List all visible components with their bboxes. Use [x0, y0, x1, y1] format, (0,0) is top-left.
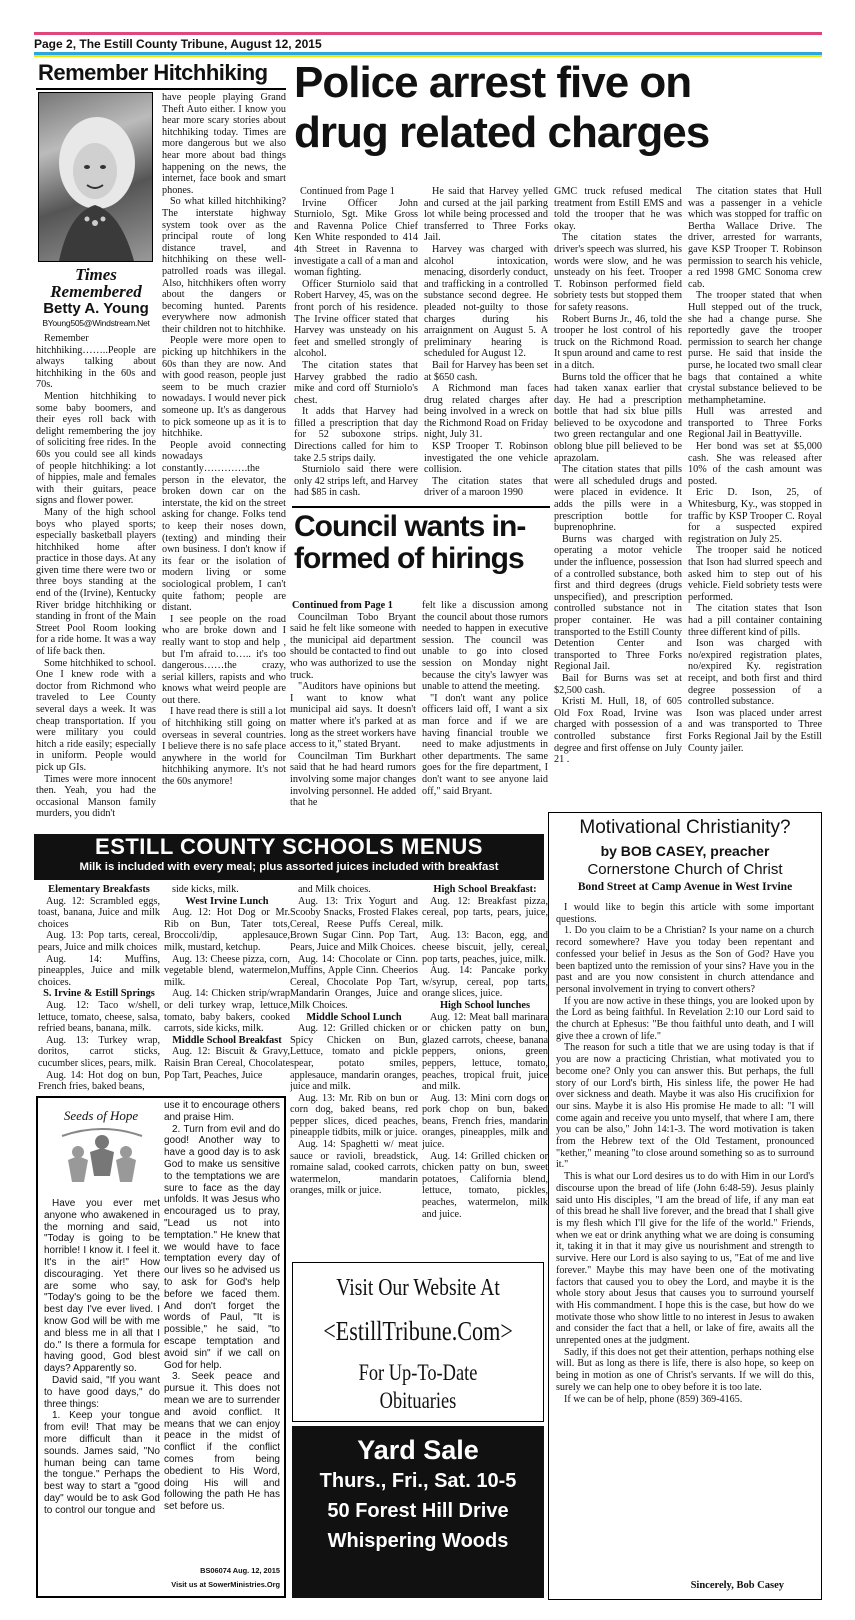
menu-item: Aug. 12: Meat ball marinara or chicken patty on bun, glazed carrots, cheese, banana peppers, onions, green peppers, lettuce, tomato, peaches, tropical fruit, juice and milk.: [422, 1011, 548, 1093]
seeds-col-2: [164, 1100, 280, 1562]
menu-col-4: [422, 884, 548, 1254]
police-col-2: [424, 186, 548, 502]
para: Harvey was charged with alcohol intoxication, menacing, disorderly conduct, and trafficking in a controlled substance second degree. He pleaded not-guilty to those charges during his arraignment on August 5. A preliminary hearing is scheduled for August 12.: [424, 243, 548, 360]
motiv-location: Bond Street at Camp Avenue in West Irvine: [577, 881, 793, 893]
folio-rule-yellow: [34, 55, 822, 57]
brand-times: Times: [75, 265, 117, 284]
motiv-church: Cornerstone Church of Christ: [587, 861, 783, 878]
menu-heading: High School Breakfast:: [433, 884, 537, 895]
para: GMC truck refused medical treatment from Estill EMS and told the trooper that he was okay.: [554, 186, 682, 232]
police-headline-1: Police arrest five on: [294, 58, 692, 107]
column-text-left: [36, 333, 156, 881]
para: People were more open to picking up hitchhikers in the 60s than they are now. And with good reason, people just seem to be much crazier nowadays. I would never pick someone up. It's as dangerous to pick someone up as it is to hitchhike.: [162, 335, 286, 440]
yardsale-line-1: Yard Sale: [357, 1435, 479, 1465]
para: If you are now active in these things, you are looked upon by the Lord as being faithful. In Revelation 2:10 our Lord said to the church at Ephesus: "Be thou faithful unto death, and I will give thee a crown of life.": [556, 995, 814, 1042]
menu-item: Aug. 13: Cheese pizza, corn, vegetable blend, watermelon, milk.: [164, 953, 290, 988]
motiv-signoff: Sincerely, Bob Casey: [690, 1580, 784, 1591]
menus-title: ESTILL COUNTY SCHOOLS MENUS: [95, 834, 483, 859]
para: felt like a discussion among the council about those rumors needed to happen in executive session. The council was unable to go into closed session on Monday night because the city's lawyer was unable to attend the meeting.: [422, 600, 548, 693]
menu-item: Aug. 12: Grilled chicken or Spicy Chicken on Bun, Lettuce, tomato and pickle spear, potato smiles, applesauce, mandarin oranges, juice and milk.: [290, 1023, 418, 1093]
menus-banner: [34, 834, 544, 880]
menu-item: Aug. 14: Hot dog on bun, French fries, baked beans,: [38, 1069, 160, 1092]
para: Robert Burns Jr., 46, told the trooper he lost control of his truck on the Richmond Road. It spun around and came to rest in a ditch.: [554, 313, 682, 371]
para: The reason for such a title that we are using today is that if you are now a practicing Christian, what motivated you to become one? Only you can answer this. But perhaps, the full story of our Lord's birth, His sinless life, the power He had over sickness and death. Maybe it was also His crucifixion for our sins. Maybe it is also His promise He made to all: "I will come again and receive you unto myself, that where I am, there you can be also," John 14:1-3. The word motivation is taken from the Hebrew text of the Old Testament, pronounced "kether," meaning "to close around something so as to surround it.": [556, 1042, 814, 1171]
para: The citation states that Harvey grabbed the radio mike and cord off Sturniolo's chest.: [294, 359, 418, 406]
website-line-1: Visit Our Website At: [336, 1275, 500, 1301]
motiv-text: [556, 902, 814, 1578]
council-headline-2: formed of hirings: [294, 542, 524, 575]
para: I have read there is still a lot of hitchhiking still going on overseas in several countries. I believe there is no safe place anywhere in the world for hitchhiking anymore. It's not the 60s anymore!: [162, 706, 286, 788]
yardsale-line-4: Whispering Woods: [327, 1530, 509, 1552]
para: Hull was arrested and transported to Three Forks Regional Jail in Beattyville.: [688, 406, 822, 441]
menu-item: Aug. 14: Chocolate or Cinn. Muffins, Apple Cinn. Cheerios Cereal, Chocolate Pop Tart, Mandarin Oranges, Juice and Milk Choices.: [290, 953, 418, 1011]
seeds-visit: Visit us at SowerMinistries.Org: [171, 1580, 280, 1589]
para: If we can be of help, phone (859) 369-4165.: [564, 1393, 743, 1405]
para: Some hitchhiked to school. One I knew rode with a doctor from Richmond who traveled to Lee County several days a week. It was cheap transportation. If you were military you could hitch a ride easily; especially in uniform. People would pick up GIs.: [36, 657, 156, 773]
website-line-2[interactable]: <EstillTribune.Com>: [323, 1316, 513, 1346]
para: Irvine Officer John Sturniolo, Sgt. Mike Gross and Ravenna Police Chief Ken White responded to 414 4th Street in Ravenna to investigate a call of a man and woman fighting.: [294, 197, 418, 279]
menu-heading: S. Irvine & Estill Springs: [43, 988, 155, 1000]
menu-item: Aug. 14: Spaghetti w/ meat sauce or ravioli, breadstick, romaine salad, cooked carrots, watermelon, mandarin oranges, milk or juice.: [290, 1139, 418, 1197]
menu-heading: High School lunches: [439, 999, 531, 1011]
para: The trooper stated that when Hull stepped out of the truck, she had a change purse. She reportedly gave the trooper permission to search her change purse. He said that inside the purse, he located two small clear bags that contained a white crystal substance believed to be methamphetamine.: [688, 290, 822, 406]
menu-heading: West Irvine Lunch: [185, 895, 269, 907]
menus-subtitle: Milk is included with every meal; plus assorted juices included with breakfast: [79, 861, 499, 873]
para: Councilman Tobo Bryant said he felt like someone with the municipal aid department should be contacted to find out who was authorized to use the truck.: [290, 611, 416, 681]
para: 3. Seek peace and pursue it. This does not mean we are to surrender and avoid conflict. It means that we can enjoy peace in the midst of conflict if the conflict comes from being obedient to His Word, doing His will and following the path He has set before us.: [164, 1371, 280, 1513]
para: Eric D. Ison, 25, of Whitesburg, Ky., was stopped in traffic by KSP Trooper C. Royal for a suspected expired registration on July 25.: [688, 487, 822, 545]
para: Ison was placed under arrest and was transported to Three Forks Regional Jail by the Estill County jailer.: [688, 707, 822, 754]
para: 1. Keep your tongue from evil! That may be more difficult than it sounds. James said, "No human being can tame the tongue." Perhaps the best way to start a "good day" would be to ask God to control our tongue and: [44, 1410, 160, 1516]
para: Her bond was set at $5,000 cash. She was released after 10% of the cash amount was posted.: [688, 441, 822, 487]
para: This is what our Lord desires us to do with Him in our Lord's discourse upon the bread of life (John 6:48-59). Jesus plainly said unto His disciples, "I am the bread of life, if any man eat of this bread he shall live forever, and the bread that I shall give is my flesh which I'll give for the life of the world." Friends, when we eat or drink anything what we are doing is consuming it, taking it in that it may give us nourishment and strength to survive. Here our Lord is also saying to us, "Eat of me and live forever." Maybe this may have been one of the motivating factors that caused you to obey the Lord, and maybe it is the whole story about Jesus that causes you to surround yourself with His commandment. I hope this is the case, but how do we motivate those who show little to no interest in Jesus to awaken and consider the fact that a hell, or lake of fire, awaits all the unrepented ones at the judgment.: [556, 1171, 814, 1347]
para: Kristi M. Hull, 18, of 605 Old Fox Road, Irvine was charged with possession of a controlled substance first degree and first offense on July 21 .: [554, 696, 682, 766]
website-ad: [292, 1262, 544, 1422]
para: Ison was charged with no/expired registration plates, no/expired Ky. registration receipt, and both first and third degree possession of a controlled substance.: [688, 638, 822, 708]
column-title: Remember Hitchhiking: [38, 60, 268, 85]
menu-item: Aug. 14: Pancake porky w/syrup, cereal, pop tarts, orange slices, juice.: [422, 965, 548, 1000]
para: Many of the high school boys who played sports; especially basketball players hitchhiked home after practice in those days. At any given time there were two or three boys standing at the end of the (Irvine), Kentucky River bridge hitchhiking or standing in front of the Main Street Pool Room looking for a ride home. It was a way of life back then.: [36, 506, 156, 658]
brand-remembered: Remembered: [50, 282, 142, 301]
menu-item: Aug. 13: Pop tarts, cereal, pears, Juice and milk choices: [38, 930, 160, 953]
menu-item: Aug. 13: Mr. Rib on bun or corn dog, baked beans, red pepper slices, diced peaches, pineapple tidbits, milk or juice.: [290, 1092, 418, 1139]
para: A Richmond man faces drug related charges after being involved in a wreck on the Richmond Road on Friday night, July 31.: [424, 383, 548, 441]
para: Bail for Harvey has been set at $650 cash.: [424, 359, 548, 383]
menu-item: and Milk choices.: [298, 884, 371, 895]
para: Sturniolo said there were only 42 strips left, and Harvey had $85 in cash.: [294, 464, 418, 499]
menu-col-3: [290, 884, 418, 1254]
para: 2. Turn from evil and do good! Another way to have a good day is to ask God to make us sensitive to the temptations we are sure to face as the day unfolds. It was Jesus who encouraged us to pray, "Lead us not into temptation." He knew that we would have to face temptation every day of our lives so he advised us to ask for God's help before we faced them. And don't forget the words of Paul, "It is possible," he said, "to escape temptation and avoid sin" if we call on God for help.: [164, 1123, 280, 1371]
para: He said that Harvey yelled and cursed at the jail parking lot while being processed and transferred to Three Forks Jail.: [424, 186, 548, 244]
para: People avoid connecting nowadays constantly………….the person in the elevator, the broken down car on the interstate, the kid on the street asking for change. Folks tend to keep their noses down, (texting) and minding their own business. I don't know if its fear or the isolation of modern living or some sociological problem, I can't quite fathom; people are distant.: [162, 439, 286, 614]
para: The citation states that Ison had a pill container containing three different kind of pills.: [688, 603, 822, 638]
para: So what killed hitchhiking? The interstate highway system took over as the principal route of long distance travel, and hitchhiking on these well-patrolled roads was illegal. Also, hitchhikers often worry about the dangers or becoming hunted. Parents everywhere now admonish their children not to hitchhike.: [162, 196, 286, 335]
seeds-logo-icon: [54, 1126, 150, 1192]
para: "I don't want any police officers laid off, I want a six man force and if we are having financial trouble we need to make adjustments in other departments. The same goes for the fire department, I don't want to see anyone laid off," said Bryant.: [422, 692, 548, 797]
para: Councilman Tim Burkhart said that he had heard rumors involving some major changes involving personnel. He added that he: [290, 750, 416, 809]
menu-item: Aug. 12: Taco w/shell, lettuce, tomato, cheese, salsa, refried beans, banana, milk.: [38, 999, 160, 1035]
portrait-icon: [39, 93, 152, 261]
police-col-3: [554, 186, 682, 878]
author-name: Betty A. Young: [43, 300, 149, 317]
police-col-4: [688, 186, 822, 878]
council-headline-1: Council wants in-: [294, 510, 526, 543]
para: 1. Do you claim to be a Christian? Is your name on a church record somewhere? Have you today been repentant and confessed your belief in Jesus as the Son of God? Have you been baptized unto the remission of your sins? Have you in the past and are you now consistent in church attendance and personal involvement in trying to convert others?: [556, 925, 814, 995]
menu-col-1: [38, 884, 160, 1092]
menu-item: Aug. 13: Trix Yogurt and Scooby Snacks, Frosted Flakes Cereal, Reese Puffs Cereal, Brown Sugar Cinn. Pop Tart, Pears, Juice and Milk Choices.: [290, 895, 418, 953]
para: The trooper said he noticed that Ison had slurred speech and asked him to step out of his vehicle. Field sobriety tests were performed.: [688, 545, 822, 603]
menu-heading: Elementary Breakfasts: [48, 884, 150, 895]
para: David said, "If you want to have good days," do three things:: [44, 1374, 160, 1410]
yardsale-ad: [292, 1426, 544, 1598]
para: have people playing Grand Theft Auto either. I know you hear more scary stories about hitchhiking today. Times are more dangerous but we also hear more about bad things happening on the news, the internet, face book and smart phones.: [162, 92, 286, 196]
seeds-col-1: [44, 1198, 160, 1592]
para: Officer Sturniolo said that Robert Harvey, 45, was on the front porch of his residence. The Irvine officer stated that Harvey was unsteady on his feet and smelled strongly of alcohol.: [294, 278, 418, 360]
seeds-code: BS06074 Aug. 12, 2015: [200, 1566, 280, 1575]
author-email: BYoung505@Windstream.Net: [42, 318, 150, 328]
menu-heading: Middle School Breakfast: [172, 1034, 282, 1046]
para: Have you ever met anyone who awakened in the morning and said, "Today is going to be horrible! I know it. I feel it. It's in the air!" How discouraging. Yet there are some who say, "Today's going to be the best day I've ever lived. I know God will be with me and bless me in all that I do." Is there a formula for having good, God blest days? Apparently so.: [44, 1198, 160, 1375]
menu-item: Aug. 13: Turkey wrap, doritos, carrot sticks, cucumber slices, pears, milk.: [38, 1034, 160, 1069]
yardsale-line-3: 50 Forest Hill Drive: [327, 1500, 509, 1522]
menu-item: Aug. 12: Biscuit & Gravy, Raisin Bran Cereal, Chocolate Pop Tart, Peaches, Juice: [164, 1046, 290, 1081]
menu-col-2: [164, 884, 290, 1092]
menu-item: Aug. 12: Scrambled eggs, toast, banana, Juice and milk choices: [38, 895, 160, 930]
motiv-byline: by BOB CASEY, preacher: [600, 843, 770, 859]
para: Times were more innocent then. Yeah, you had the occasional Manson family murders, you didn't: [36, 773, 156, 820]
para: Mention hitchhiking to some baby boomers, and their eyes roll back with delight remembering the joy of soliciting free rides. In the 60s you could see all kinds of people hitchhiking: a lot of hippies, male and females with their guitars, peace signs and flower power.: [36, 390, 156, 507]
menu-item: Aug. 13: Bacon, egg, and cheese biscuit, jelly, cereal, pop tarts, peaches, juice, milk.: [422, 930, 548, 965]
menu-item: Aug. 12: Hot Dog or Mr. Rib on Bun, Tater tots, Broccoli/dip, applesauce, milk, mustard, ketchup.: [164, 907, 290, 953]
yardsale-line-2: Thurs., Fri., Sat. 10-5: [319, 1470, 517, 1492]
menu-item: side kicks, milk.: [172, 884, 239, 895]
para: It adds that Harvey had filled a prescription that day for 52 suboxone strips. Directions called for him to take 2.5 strips daily.: [294, 406, 418, 464]
police-headline-2: drug related charges: [294, 108, 710, 157]
para: The citation states the driver's speech was slurred, his words were slow, and he was unsteady on his feet. Trooper T. Robinson performed field sobriety tests but stopped them for safety reasons.: [554, 232, 682, 313]
para: Sadly, if this does not get their attention, perhaps nothing else will. But as long as there is life, there is also hope, so keep on being in motion as one of Christ's servants. If we will do this, surely we can help one to obey before it is too late.: [556, 1346, 814, 1393]
para: Remember hitchhiking……..People are always talking about hitchhiking in the 60s and 70s.: [36, 333, 156, 391]
author-photo: [38, 92, 153, 262]
para: KSP Trooper T. Robinson investigated the one vehicle collision.: [424, 441, 548, 476]
color-stripes: [34, 32, 822, 35]
column-text-right: [162, 92, 286, 882]
para: The citation states that pills were all scheduled drugs and were placed in evidence. It adds the pills were in a prescription bottle for buprenophrine.: [554, 464, 682, 534]
page-folio: Page 2, The Estill County Tribune, August 12, 2015: [34, 37, 322, 51]
para: I would like to begin this article with some important questions.: [556, 902, 814, 925]
menu-item: Aug. 12: Breakfast pizza, cereal, pop tarts, pears, juice, milk.: [422, 895, 548, 930]
para: Burns was charged with operating a motor vehicle under the influence, possession of a controlled substance, both first and third degrees (drugs unspecified), and prescription controlled substance not in proper container. He was transported to the Estill County Detention Center and transported to Three Forks Regional Jail.: [554, 533, 682, 673]
column-title-rule: [36, 88, 286, 90]
website-line-3: For Up-To-Date Obituaries: [358, 1360, 478, 1413]
para: Burns told the officer that he had taken xanax earlier that day. He had a prescription bottle that had six blue pills believed to be oxycodone and two green rectangular and one oblong blue pill believed to be aprazolam.: [554, 371, 682, 464]
para: The citation states that Hull was a passenger in a vehicle which was stopped for traffic on Bertha Wallace Drive. The driver, arrested for warrants, gave KSP Trooper T. Robinson permission to search his vehicle, a red 1998 GMC Sonoma crew cab.: [688, 186, 822, 290]
menu-item: Aug. 14: Grilled chicken or chicken patty on bun, sweet potatoes, California blend, lettuce, tomato, pickles, peaches, watermelon, milk and juice.: [422, 1150, 548, 1220]
para: "Auditors have opinions but I want to know what municipal aid says. It doesn't matter where it's parked at as long as the street workers have access to it," stated Bryant.: [290, 681, 416, 751]
motiv-title: Motivational Christianity?: [579, 817, 791, 838]
menu-item: Aug. 14: Chicken strip/wrap or deli turkey wrap, lettuce, tomato, baby bakers, cooked carrots, side kicks, milk.: [164, 988, 290, 1035]
police-col-1: [294, 186, 418, 502]
para: Bail for Burns was set at $2,500 cash.: [554, 672, 682, 696]
para: Continued from Page 1: [292, 600, 393, 611]
para: I see people on the road who are broke down and I really want to stop and help , but I'm afraid to….. it's too dangerous……the crazy, serial killers, rapists and who knows what weird people are out there.: [162, 613, 286, 706]
menu-heading: Middle School Lunch: [306, 1011, 402, 1023]
para: Continued from Page 1: [300, 186, 395, 197]
para: use it to encourage others and praise Him.: [164, 1100, 280, 1123]
council-rule: [292, 506, 550, 508]
seeds-title: Seeds of Hope: [63, 1108, 139, 1123]
menu-item: Aug. 14: Muffins, pineapples, Juice and milk choices.: [38, 953, 160, 988]
para: The citation states that driver of a maroon 1990: [424, 475, 548, 499]
menu-item: Aug. 13: Mini corn dogs or pork chop on bun, baked beans, French fries, mandarin oranges, pineapples, milk and juice.: [422, 1092, 548, 1151]
stripe-magenta: [34, 32, 822, 35]
